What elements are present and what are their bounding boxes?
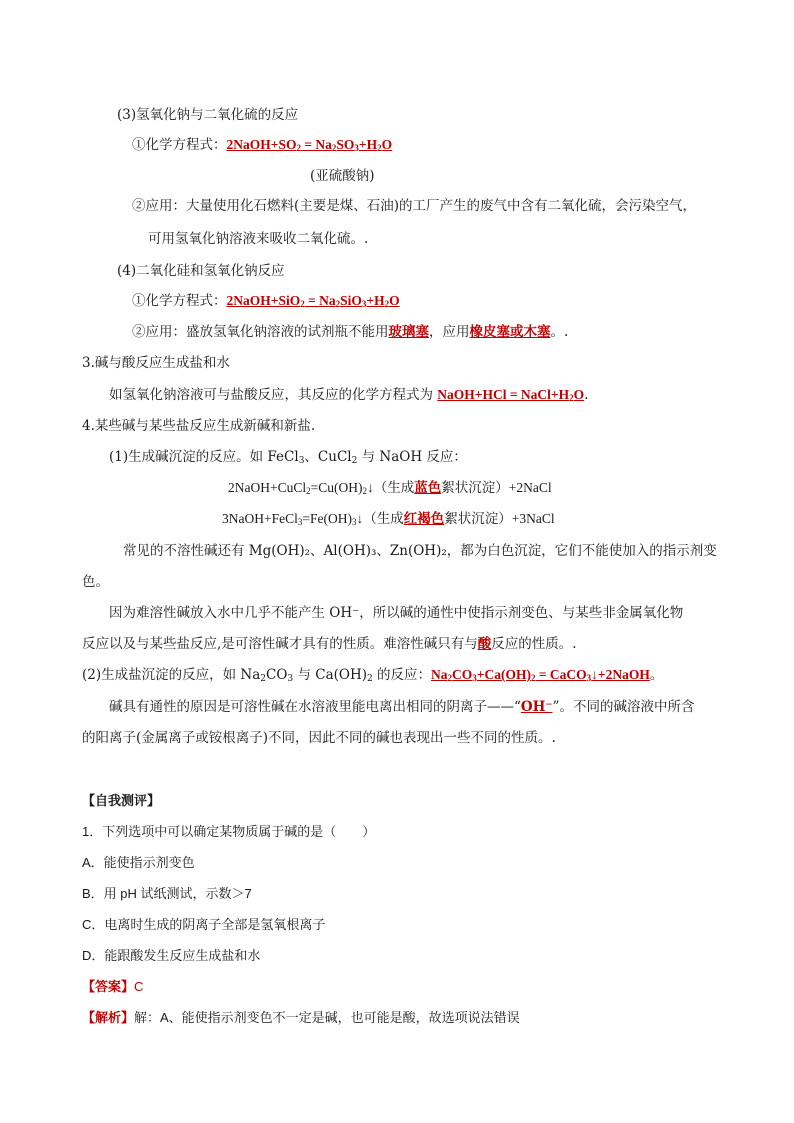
equation-label: ①化学方程式： [132, 293, 227, 309]
analysis-label: 【解析】 [82, 1010, 135, 1025]
answer-label: 【答案】 [82, 979, 135, 994]
answer-line [82, 978, 143, 996]
reason-line-1: 因为难溶性碱放入水中几乎不能产生 OH⁻，所以碱的通性中使指示剂变色、与某些非金属氧化物 [109, 605, 684, 621]
reason-line-2: 反应以及与某些盐反应,是可溶性碱才具有的性质。难溶性碱只有与酸反应的性质。. [82, 636, 577, 652]
copper-hydroxide-equation: $2NaOH+CuCl_2=Cu(OH)_2↓$（生成蓝色絮状沉淀）+2NaCl [228, 480, 552, 496]
option-d: D．能跟酸发生反应生成盐和水 [82, 948, 261, 963]
point-4-2-line: (2)生成盐沉淀的反应，如 $Na_2CO_3$ 与 $Ca(OH)_2$ 的反应：$Na_2CO_3+Ca(OH)_2$ = CaCO$_3$↓+2NaOH。 [82, 667, 664, 684]
point-4-1-heading: (1)生成碱沉淀的反应。如 FeCl$_3$、CuCl$_2$ 与 NaOH 反应： [109, 449, 467, 466]
self-test-heading: 【自我测评】 [82, 793, 161, 808]
hydroxide-ion-answer: OH⁻ [520, 699, 553, 715]
common-property-line-1: 碱具有通性的原因是可溶性碱在水溶液里能电离出相同的阴离子——“OH⁻”。不同的碱溶液中所含 [109, 699, 695, 715]
section-4-heading: (4)二氧化硅和氢氧化钠反应 [117, 263, 285, 279]
blue-color-answer: 蓝色 [414, 480, 442, 495]
red-brown-color-answer: 红褐色 [403, 511, 445, 526]
section-4-equation-line [132, 292, 400, 310]
option-c: C．电离时生成的阴离子全部是氢氧根离子 [82, 917, 326, 932]
point-3-heading: 3.碱与酸反应生成盐和水 [82, 355, 230, 371]
so2-equation: $2NaOH+SO_2 = Na_2SO_3+H_2O$ [226, 137, 393, 153]
glass-stopper-answer: 玻璃塞 [388, 324, 429, 340]
section-3-application-1: ②应用：大量使用化石燃料(主要是煤、石油)的工厂产生的废气中含有二氧化硫，会污染空气， [132, 198, 697, 214]
point-4-heading: 4.某些碱与某些盐反应生成新碱和新盐. [82, 418, 316, 434]
answer-value: C [134, 979, 144, 994]
equation-label: ①化学方程式： [132, 137, 227, 153]
calcium-carbonate-equation: $Na_2CO_3+Ca(OH)_2$ = CaCO$_3$↓+2NaOH [431, 667, 650, 683]
rubber-stopper-answer: 橡皮塞或木塞 [469, 324, 551, 340]
common-property-line-2: 的阳离子(金属离子或铵根离子)不同，因此不同的碱也表现出一些不同的性质。. [82, 730, 556, 746]
section-3-heading: (3)氢氧化钠与二氧化硫的反应 [117, 107, 299, 123]
point-3-text: 如氢氧化钠溶液可与盐酸反应，其反应的化学方程式为 NaOH+HCl = $NaCl+H_2O$. [109, 387, 589, 403]
sodium-sulfite-note: (亚硫酸钠) [310, 168, 375, 184]
analysis-text: 解：A、能使指示剂变色不一定是碱，也可能是酸，故选项说法错误 [134, 1010, 520, 1025]
sio2-equation: 2NaOH+SiO$_2$ = $Na_2SiO_3+H_2O$ [226, 293, 400, 309]
iron-hydroxide-equation: $3NaOH+FeCl_3=Fe(OH)_3↓$（生成红褐色絮状沉淀）+3NaCl [222, 511, 555, 527]
question-1: 1．下列选项中可以确定某物质属于碱的是（ ） [82, 824, 376, 839]
section-3-application-2: 可用氢氧化钠溶液来吸收二氧化硫。. [148, 231, 369, 247]
option-a: A．能使指示剂变色 [82, 855, 195, 870]
hcl-equation: NaOH+HCl = $NaCl+H_2O$ [437, 387, 585, 403]
section-4-application: ②应用：盛放氢氧化钠溶液的试剂瓶不能用玻璃塞，应用橡皮塞或木塞。. [132, 324, 569, 340]
analysis-line [82, 1009, 520, 1027]
insoluble-bases-line-2: 色。 [82, 574, 109, 590]
option-b: B．用 pH 试纸测试，示数＞7 [82, 886, 252, 901]
section-3-equation-line [132, 136, 392, 154]
acid-answer: 酸 [477, 636, 492, 652]
insoluble-bases-line-1: 常见的不溶性碱还有 Mg(OH)₂、Al(OH)₃、Zn(OH)₂，都为白色沉淀，它们不能使加入的指示剂变 [123, 543, 717, 559]
